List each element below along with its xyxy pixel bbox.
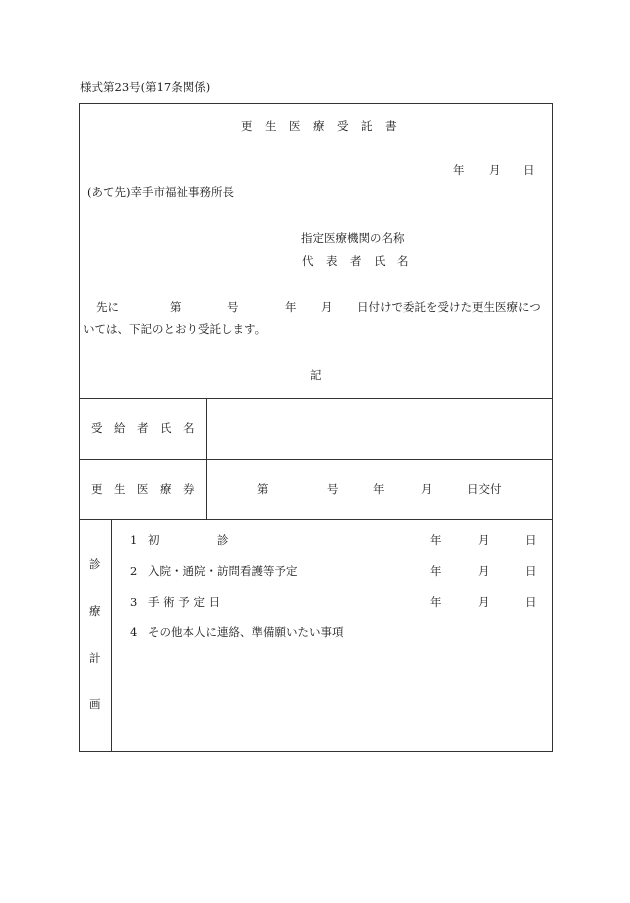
representative-char: 氏 [374,254,386,268]
plan-item-day: 日 [525,564,537,578]
title-char: 書 [385,119,397,133]
recipient-label-char: 受 [91,421,103,435]
plan-item-year: 年 [430,595,442,609]
plan-item-label: その他本人に連絡、準備願いたい事項 [148,625,344,639]
body-month: 月 [321,300,333,314]
ticket-go: 号 [327,482,339,496]
addressee: (あて先)幸手市福祉事務所長 [87,185,234,199]
date-year-label: 年 [453,163,465,177]
body-go: 号 [227,300,239,314]
body-rest: 日付けで委託を受けた更生医療につ [357,300,541,314]
institution-name-label: 指定医療機関の名称 [301,231,405,245]
recipient-name-field[interactable] [210,402,548,456]
plan-label-char: 診 [89,557,101,571]
representative-char: 名 [397,254,409,268]
section-divider-ticket [79,519,553,520]
recipient-label-char: 給 [114,421,126,435]
frame-left-border [79,103,80,752]
plan-item-label: 診 [217,533,229,547]
section-divider-recipient [79,459,553,460]
plan-item-day: 日 [525,533,537,547]
representative-char: 代 [302,254,314,268]
frame-bottom-border [79,751,553,752]
plan-column-divider [111,519,112,752]
section-divider-document [79,398,553,399]
body-year: 年 [285,300,297,314]
date-day-label: 日 [523,163,535,177]
body-text-line-2: いては、下記のとおり受託します。 [83,322,267,336]
ticket-label-char: 医 [137,482,149,496]
plan-item-label: 入院・通院・訪問看護等予定 [148,564,298,578]
body-saki: 先に [96,300,119,314]
label-column-divider [206,398,207,520]
ticket-label-char: 券 [183,482,195,496]
frame-top-border [79,103,553,104]
plan-item-year: 年 [430,533,442,547]
form-number: 様式第23号(第17条関係) [80,80,211,94]
plan-item-label: 初 [148,533,160,547]
plan-item-month: 月 [478,533,490,547]
frame-right-border [552,103,553,752]
recipient-label-char: 者 [137,421,149,435]
ticket-dai: 第 [257,482,269,496]
date-month-label: 月 [489,163,501,177]
title-char: 更 [241,119,253,133]
title-char: 託 [361,119,373,133]
plan-item-month: 月 [478,564,490,578]
plan-item-number: 1 [130,533,138,547]
representative-char: 者 [350,254,362,268]
plan-item-number: 3 [130,595,138,609]
ticket-label-char: 更 [91,482,103,496]
ticket-month: 月 [421,482,433,496]
representative-char: 表 [326,254,338,268]
title-char: 受 [337,119,349,133]
plan-label-char: 療 [89,604,101,618]
plan-item-year: 年 [430,564,442,578]
title-char: 療 [313,119,325,133]
title-char: 医 [289,119,301,133]
ticket-label-char: 生 [114,482,126,496]
recipient-label-char: 氏 [160,421,172,435]
plan-item-day: 日 [525,595,537,609]
ticket-label-char: 療 [160,482,172,496]
body-dai: 第 [170,300,182,314]
ticket-year: 年 [373,482,385,496]
plan-item-label: 手 術 予 定 日 [148,595,221,609]
plan-label-char: 画 [89,697,101,711]
ticket-issued: 日交付 [467,482,502,496]
plan-item-month: 月 [478,595,490,609]
recipient-label-char: 名 [183,421,195,435]
plan-item-number: 4 [130,625,138,639]
title-char: 生 [265,119,277,133]
plan-item-number: 2 [130,564,138,578]
ki-heading: 記 [310,368,322,382]
plan-label-char: 計 [89,651,101,665]
